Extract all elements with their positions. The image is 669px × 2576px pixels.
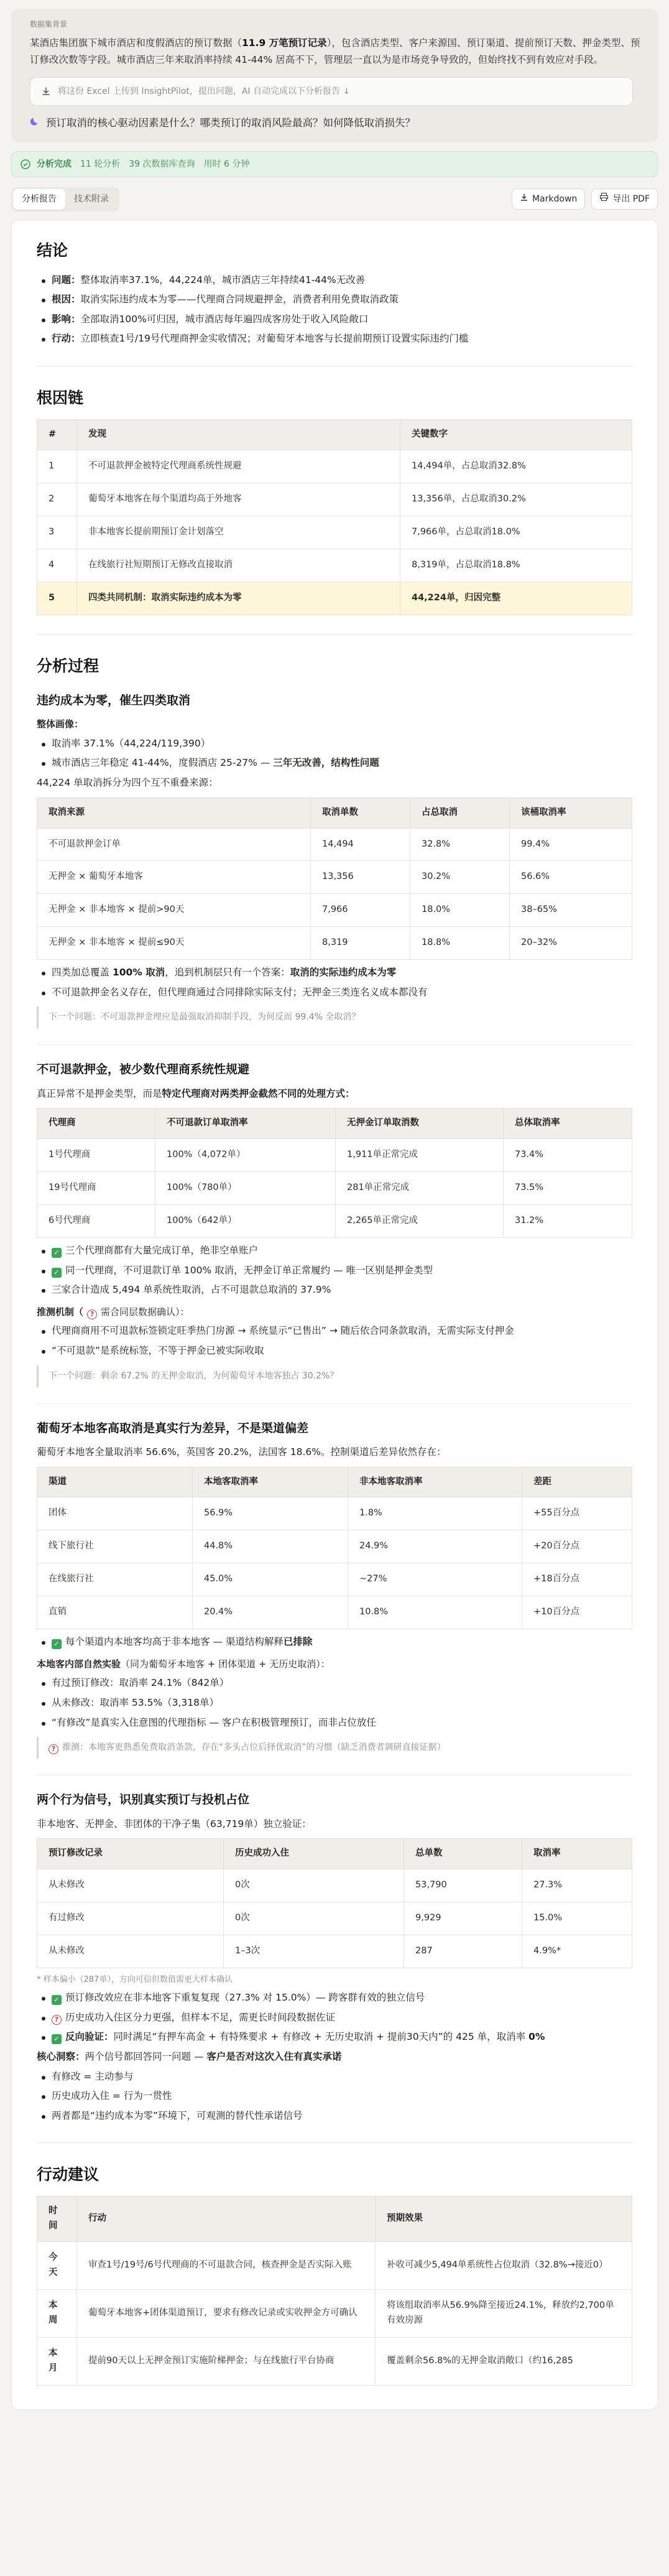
check-circle-icon (21, 159, 30, 169)
check-icon: ✓ (52, 1268, 62, 1278)
list-item: “有修改”是真实入住意图的代理指标 — 客户在积极管理预订，而非占位放任 (39, 1715, 632, 1731)
question-icon: ? (48, 1744, 58, 1754)
list-item: “不可退款”是系统标签，不等于押金已被实际收取 (39, 1343, 632, 1359)
root-chain-title: 根因链 (37, 388, 84, 407)
check-icon: ✓ (52, 1248, 62, 1258)
table-header: 渠道 (37, 1467, 193, 1497)
table-row: 19号代理商 100%（780单） 281单正常完成 73.5% (37, 1172, 632, 1205)
table-header: 时间 (37, 2197, 77, 2242)
table-header: 取消单数 (311, 797, 410, 828)
tab-report[interactable]: 分析报告 (13, 189, 65, 210)
status-queries: 39 次数据库查询 (129, 159, 195, 169)
download-icon (520, 192, 528, 207)
list-item: ? 历史成功入住区分力更强，但样本不足，需更长时间段数据佐证 (39, 2010, 632, 2026)
subsection-title: 两个行为信号，识别真实预订与投机占位 (37, 1793, 250, 1807)
hypothesis-note: ? 推测：本地客更熟悉免费取消条款，存在“多头占位后择优取消”的习惯（缺乏消费者调研直接证据） (37, 1737, 632, 1759)
list-item: 取消率 37.1%（44,224/119,390） (39, 736, 632, 752)
mechanism-list (37, 1323, 632, 1359)
table-header: 总单数 (404, 1839, 522, 1869)
subsection-title: 不可退款押金，被少数代理商系统性规避 (37, 1062, 250, 1077)
next-question: 下一个问题：剩余 67.2% 的无押金取消，为何葡萄牙本地客独占 30.2%？ (37, 1365, 632, 1387)
table-row: 从未修改 0次 53,790 27.3% (37, 1869, 632, 1902)
cancel-source-table (37, 797, 632, 960)
table-row: 线下旅行社 44.8% 24.9% +20百分点 (37, 1530, 632, 1563)
core-insight: 核心洞察：两个信号都回答同一问题 — 客户是否对这次入住有真实承诺 (37, 2050, 342, 2062)
context-card (11, 9, 658, 142)
agent-table (37, 1108, 632, 1238)
table-header: 总体取消率 (504, 1109, 632, 1139)
table-header: 无押金订单取消数 (336, 1109, 504, 1139)
status-rounds: 11 轮分析 (80, 159, 121, 169)
list-item: 代理商商用不可退款标签锁定旺季热门房源 → 系统显示“已售出” → 随后依合同条款取消，无需实际支付押金 (39, 1323, 632, 1339)
summary-list (37, 965, 632, 1000)
subsection-title: 违约成本为零，催生四类取消 (37, 693, 191, 707)
table-header: 取消来源 (37, 797, 311, 828)
check-icon: ✓ (52, 1995, 62, 2005)
context-text-a: 某酒店集团旗下城市酒店和度假酒店的预订数据（ (30, 37, 242, 49)
export-actions (512, 188, 658, 210)
subsection-title: 葡萄牙本地客高取消是真实行为差异，不是渠道偏差 (37, 1421, 309, 1435)
moon-icon (30, 114, 41, 131)
mechanism-label: 推测机制（ ? 需合同层数据确认）： (37, 1306, 190, 1318)
list-item: ✓ 三个代理商都有大量完成订单，绝非空单账户 (39, 1243, 632, 1259)
next-question: 下一个问题：不可退款押金理应是最强取消抑制手段，为何反而 99.4% 全取消？ (37, 1007, 632, 1028)
signal-list (37, 1990, 632, 2045)
markdown-button[interactable] (512, 188, 585, 210)
table-header: 非本地客取消率 (348, 1467, 522, 1497)
table-row: 直销 20.4% 10.8% +10百分点 (37, 1596, 632, 1629)
context-text-b: ），包含酒店类型、客户来源国、预订渠道、提前预订天数、押金类型、预订修改次数等字段。城市酒店三年来取消率持续 41-44% 居高不下，管理层一直以为是市场竞争导致的，但始终找不到有效应对手段。 (30, 37, 640, 65)
table-row: 无押金 × 非本地客 × 提前≤90天 8,319 18.8% 20–32% (37, 927, 632, 960)
check-list (37, 1243, 632, 1298)
table-header: # (37, 420, 77, 450)
report-body (11, 220, 658, 2410)
table-row-highlight: 5 四类共同机制：取消实际违约成本为零 44,224单，归因完整 (37, 582, 632, 615)
list-item: ✓ 每个渠道内本地客均高于非本地客 — 渠道结构解释已排除 (39, 1634, 632, 1650)
list-item: 四类加总覆盖 100% 取消，追到机制层只有一个答案：取消的实际违约成本为零 (39, 965, 632, 981)
table-row: 6号代理商 100%（642单） 2,265单正常完成 31.2% (37, 1205, 632, 1238)
export-pdf-button[interactable] (591, 188, 658, 210)
list-item: ✓ 同一代理商，不可退款订单 100% 取消，无押金订单正常履约 — 唯一区别是押金类型 (39, 1263, 632, 1279)
natural-experiment-label: 本地客内部自然实验（同为葡萄牙本地客 + 团体渠道 + 无历史取消）： (37, 1658, 330, 1670)
table-header: 该桶取消率 (510, 797, 632, 828)
root-chain-table (37, 419, 632, 615)
overall-label: 整体画像： (37, 718, 84, 730)
table-row: 团体 56.9% 1.8% +55百分点 (37, 1497, 632, 1530)
table-row: 1 不可退款押金被特定代理商系统性规避 14,494单，占总取消32.8% (37, 450, 632, 483)
footnote: * 样本偏小（287单），方向可信但数值需更大样本确认 (37, 1974, 233, 1984)
table-row: 本周 葡萄牙本地客+团体渠道预订，要求有修改记录或实收押金方可确认 将该组取消率从56.9%降至接近24.1%，释放约2,700单有效房源 (37, 2290, 632, 2338)
analysis-part-2 (37, 1044, 632, 1387)
list-item: 有过预订修改：取消率 24.1%（842单） (39, 1675, 632, 1691)
context-text-bold: 11.9 万笔预订记录 (242, 37, 327, 49)
table-header: 预订修改记录 (37, 1839, 224, 1869)
list-item: 三家合计造成 5,494 单系统性取消，占不可退款总取消的 37.9% (39, 1282, 632, 1298)
table-header: 代理商 (37, 1109, 155, 1139)
table-header: 不可退款订单取消率 (155, 1109, 336, 1139)
tab-appendix[interactable]: 技术附录 (74, 193, 109, 204)
list-item: 历史成功入住 = 行为一贯性 (39, 2088, 632, 2104)
export-pdf-label: 导出 PDF (612, 193, 650, 204)
question-icon: ? (52, 2015, 62, 2025)
table-header: 占总取消 (410, 797, 510, 828)
table-row: 无押金 × 葡萄牙本地客 13,356 30.2% 56.6% (37, 861, 632, 894)
context-label: 数据集背景 (30, 20, 68, 29)
actions-title: 行动建议 (37, 2165, 99, 2184)
table-header: 预期效果 (376, 2197, 632, 2242)
analysis-section (37, 634, 632, 2124)
markdown-label: Markdown (532, 193, 578, 204)
table-header: 关键数字 (400, 420, 632, 450)
table-header: 历史成功入住 (224, 1839, 404, 1869)
root-chain-section (37, 366, 632, 615)
table-header: 取消率 (522, 1839, 632, 1869)
question-icon: ? (87, 1309, 97, 1319)
list-item: 不可退款押金名义存在，但代理商通过合同排除实际支付；无押金三类连名义成本都没有 (39, 985, 632, 1001)
status-bar (11, 151, 658, 177)
table-row: 不可退款押金订单 14,494 32.8% 99.4% (37, 828, 632, 861)
natural-experiment-list (37, 1675, 632, 1731)
lead-text: 非本地客、无押金、非团体的干净子集（63,719单）独立验证： (37, 1818, 311, 1830)
list-item: 两者都是“违约成本为零”环境下，可观测的替代性承诺信号 (39, 2108, 632, 2124)
conclusion-title: 结论 (37, 241, 68, 260)
list-item: 有修改 = 主动参与 (39, 2069, 632, 2085)
table-row: 4 在线旅行社短期预订无修改直接取消 8,319单，占总取消18.8% (37, 549, 632, 582)
table-row: 在线旅行社 45.0% ~27% +18百分点 (37, 1563, 632, 1596)
report-toolbar (11, 187, 658, 211)
analysis-part-1 (37, 691, 632, 1029)
status-label: 分析完成 (37, 159, 72, 169)
download-icon (39, 85, 53, 98)
analysis-title: 分析过程 (37, 656, 99, 675)
list-item: ✓ 反向验证：同时满足“有押车高金 + 有特殊要求 + 有修改 + 无历史取消 + 提前30天内”的 425 单，取消率 0% (39, 2029, 632, 2045)
analysis-part-4 (37, 1775, 632, 2124)
core-list (37, 2069, 632, 2124)
tab-group (11, 187, 119, 212)
table-row: 从未修改 1–3次 287 4.9%* (37, 1935, 632, 1968)
check-icon: ✓ (52, 1639, 62, 1649)
table-row: 今天 审查1号/19号/6号代理商的不可退款合同，核查押金是否实际入账 补收可减少5,494单系统性占位取消（32.8%→接近0） (37, 2242, 632, 2290)
overall-list (37, 736, 632, 771)
analysis-part-3 (37, 1403, 632, 1759)
list-item: ✓ 预订修改效应在非本地客下重复复现（27.3% 对 15.0%）— 跨客群有效的独立信号 (39, 1990, 632, 2006)
table-row: 有过修改 0次 9,929 15.0% (37, 1902, 632, 1935)
check-icon: ✓ (52, 2034, 62, 2044)
question-text: 预订取消的核心驱动因素是什么？哪类预订的取消风险最高？如何降低取消损失？ (46, 117, 415, 129)
list-item: 从未修改：取消率 53.5%（3,318单） (39, 1695, 632, 1711)
table-row: 无押金 × 非本地客 × 提前>90天 7,966 18.0% 38–65% (37, 894, 632, 927)
upload-placeholder: 将这份 Excel 上传到 InsightPilot，提出问题，AI 自动完成以下分析报告 ↓ (58, 86, 351, 96)
table-header: 差距 (522, 1467, 632, 1497)
signal-table (37, 1838, 632, 1968)
actions-section (37, 2142, 632, 2386)
actions-table (37, 2196, 632, 2385)
channel-table (37, 1467, 632, 1630)
table-row: 3 非本地客长提前期预订金计划落空 7,966单，占总取消18.0% (37, 516, 632, 549)
lead-text: 真正异常不是押金类型，而是特定代理商对两类押金截然不同的处理方式： (37, 1087, 355, 1099)
list-item: 根因：取消实际违约成本为零——代理商合同规避押金，消费者利用免费取消政策 (39, 292, 632, 308)
printer-icon (599, 192, 609, 207)
status-duration: 用时 6 分钟 (203, 159, 250, 169)
list-item: 城市酒店三年稳定 41-44%，度假酒店 25-27% — 三年无改善，结构性问题 (39, 755, 632, 771)
list-item: 行动：立即核查1号/19号代理商押金实收情况；对葡萄牙本地客与长提前期预订设置实际违约门槛 (39, 331, 632, 347)
check-list (37, 1634, 632, 1650)
table-row: 2 葡萄牙本地客在每个渠道均高于外地客 13,356单，占总取消30.2% (37, 483, 632, 516)
conclusion-section (37, 238, 632, 347)
list-item: 问题：整体取消率37.1%，44,224单，城市酒店三年持续41-44%无改善 (39, 272, 632, 289)
table-header: 本地客取消率 (193, 1467, 348, 1497)
table-header: 行动 (77, 2197, 376, 2242)
table-row: 本月 提前90天以上无押金预订实施阶梯押金；与在线旅行平台协商 覆盖剩余56.8%的无押金取消敞口（约16,285 (37, 2338, 632, 2386)
table-row: 1号代理商 100%（4,072单） 1,911单正常完成 73.4% (37, 1139, 632, 1172)
list-item: 影响：全部取消100%可归因，城市酒店每年遍四成客房处于收入风险敞口 (39, 312, 632, 328)
split-text: 44,224 单取消拆分为四个互不重叠来源： (37, 777, 218, 789)
lead-text: 葡萄牙本地客全量取消率 56.6%，英国客 20.2%，法国客 18.6%。控制渠道后差异依然存在： (37, 1446, 446, 1458)
conclusion-list (37, 272, 632, 347)
upload-bar[interactable] (30, 77, 633, 106)
user-question (30, 114, 645, 131)
context-description (30, 35, 645, 68)
table-header: 发现 (77, 420, 400, 450)
